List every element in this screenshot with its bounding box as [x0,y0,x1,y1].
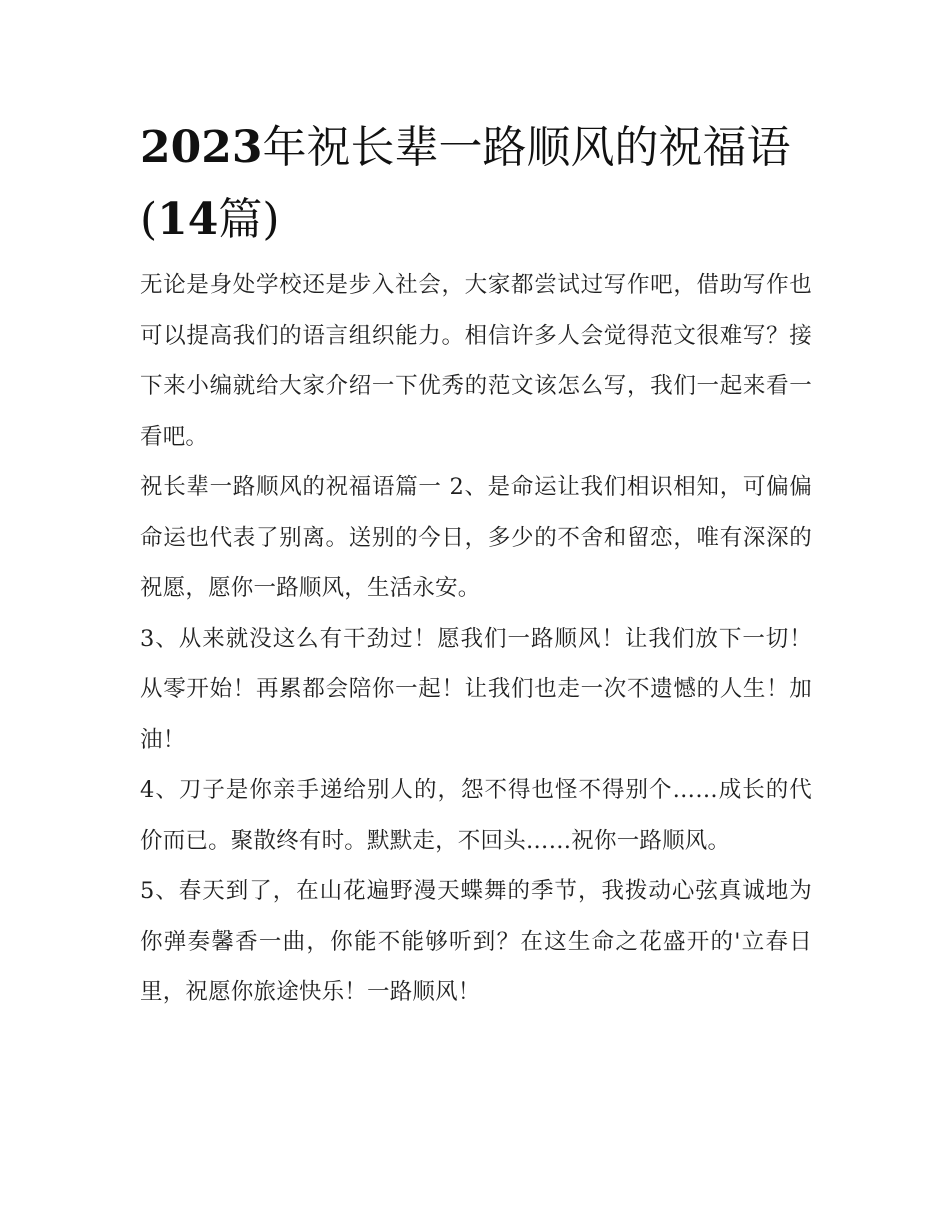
wish-paragraph-2: 祝长辈一路顺风的祝福语篇一 2、是命运让我们相识相知，可偏偏命运也代表了别离。送别的今日，多少的不舍和留恋，唯有深深的祝愿，愿你一路顺风，生活永安。 [140,474,812,601]
document-title [140,112,812,256]
wish-paragraph-4: 4、刀子是你亲手递给别人的，怨不得也怪不得别个……成长的代价而已。聚散终有时。默默走，不回头……祝你一路顺风。 [140,777,812,854]
intro-paragraph: 无论是身处学校还是步入社会，大家都尝试过写作吧，借助写作也可以提高我们的语言组织能力。相信许多人会觉得范文很难写？接下来小编就给大家介绍一下优秀的范文该怎么写，我们一起来看一看吧。 [140,272,812,450]
title-middle: 年祝长辈一路顺风的祝福语( [140,122,791,245]
wish-paragraph-3: 3、从来就没这么有干劲过！愿我们一路顺风！让我们放下一切！从零开始！再累都会陪你一起！让我们也走一次不遗憾的人生！加油！ [140,625,812,753]
title-count: 14 [157,194,219,245]
title-year: 2023 [140,122,263,173]
wish-paragraph-5: 5、春天到了，在山花遍野漫天蝶舞的季节，我拨动心弦真诚地为你弹奏馨香一曲，你能不能够听到？在这生命之花盛开的'立春日里，祝愿你旅途快乐！一路顺风！ [140,878,812,1005]
title-end: 篇) [218,194,280,245]
document-page [140,112,812,1018]
